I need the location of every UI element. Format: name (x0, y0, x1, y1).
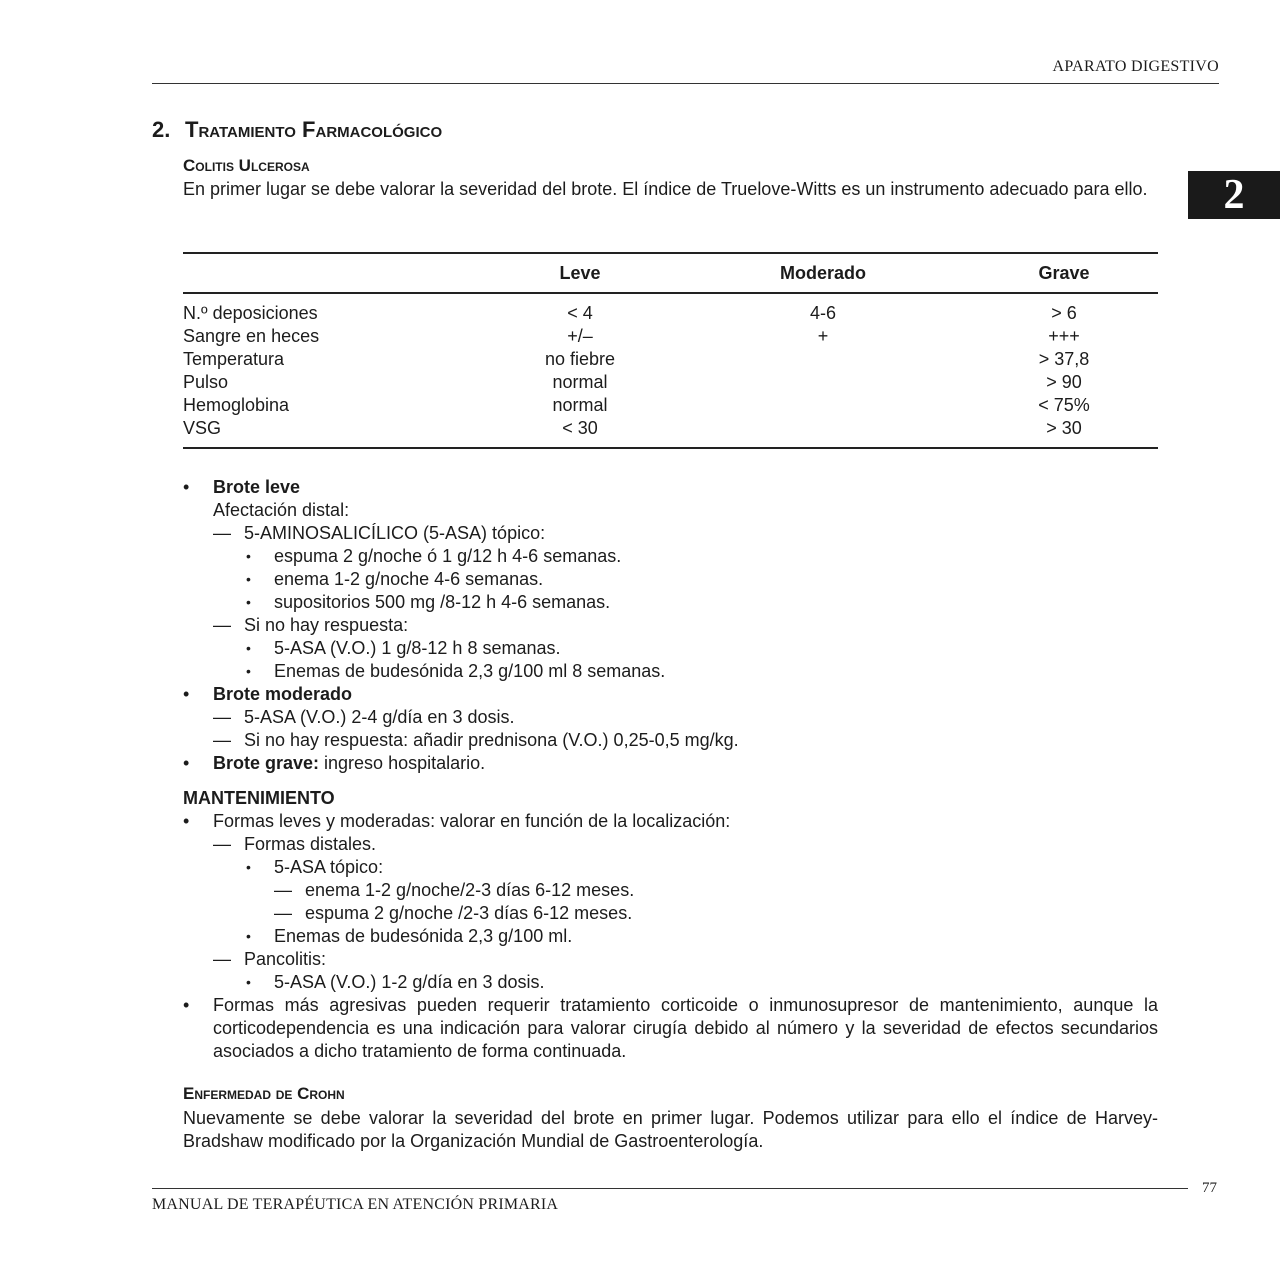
brote-moderado-title: Brote moderado (213, 684, 353, 704)
crohn-heading: Enfermedad de Crohn (183, 1084, 345, 1103)
afectacion-distal: Afectación distal: (213, 500, 350, 520)
row-label: Temperatura (183, 349, 285, 369)
footer-divider (152, 1188, 1188, 1189)
cell-leve: +/– (567, 326, 593, 346)
budesonida-mant: Enemas de budesónida 2,3 g/100 ml. (274, 926, 573, 946)
pancolitis-asa: 5-ASA (V.O.) 1-2 g/día en 3 dosis. (274, 972, 545, 992)
cell-grave: > 90 (1046, 372, 1082, 392)
small-bullet-icon: • (246, 928, 251, 944)
row-label: Hemoglobina (183, 395, 290, 415)
table-row (183, 395, 1158, 418)
dash-icon: — (213, 523, 231, 543)
bullet-icon: • (183, 753, 190, 773)
table-row (183, 303, 1158, 326)
running-header: APARATO DIGESTIVO (1052, 58, 1219, 75)
asa-vo-item: 5-ASA (V.O.) 1 g/8-12 h 8 semanas. (274, 638, 561, 658)
bullet-icon: • (183, 995, 190, 1015)
dash-icon: — (274, 903, 292, 923)
table-row (183, 326, 1158, 349)
dash-icon: — (213, 707, 231, 727)
small-bullet-icon: • (246, 548, 251, 564)
brote-grave-title: Brote grave: (213, 753, 320, 773)
brote-grave (213, 752, 485, 775)
table-bottom-rule (183, 447, 1158, 449)
brote-leve-title: Brote leve (213, 477, 301, 497)
dash-icon: — (213, 949, 231, 969)
dash-icon: — (213, 615, 231, 635)
small-bullet-icon: • (246, 640, 251, 656)
cell-leve: no fiebre (544, 349, 616, 369)
colitis-heading: Colitis Ulcerosa (183, 156, 310, 175)
row-label: N.º deposiciones (183, 303, 318, 323)
asa-topico-mant: 5-ASA tópico: (274, 857, 384, 877)
row-label: VSG (183, 418, 222, 438)
small-bullet-icon: • (246, 974, 251, 990)
table-header-grave: Grave (1038, 263, 1090, 283)
no-respuesta: Si no hay respuesta: (244, 615, 409, 635)
moderado-item-1: 5-ASA (V.O.) 2-4 g/día en 3 dosis. (244, 707, 515, 727)
formas-agresivas: Formas más agresivas pueden requerir tratamiento corticoide o inmunosupresor de mantenimiento, aunque la corticodependencia es una indicación para valorar cirugía debido al número y la severidad de efectos secundarios asociados a dicho tratamiento de forma continuada. (213, 995, 1158, 1061)
table-row (183, 418, 1158, 441)
page-number: 77 (1202, 1180, 1217, 1196)
truelove-witts-table (183, 252, 1158, 449)
cell-grave: > 37,8 (1038, 349, 1090, 369)
enema-item: enema 1-2 g/noche 4-6 semanas. (274, 569, 544, 589)
table-header-leve: Leve (559, 263, 601, 283)
cell-leve: < 4 (567, 303, 593, 323)
cell-grave: < 75% (1038, 395, 1090, 415)
chapter-tab: 2 (1188, 171, 1280, 219)
row-label: Sangre en heces (183, 326, 320, 346)
formas-distales: Formas distales. (244, 834, 377, 854)
small-bullet-icon: • (246, 571, 251, 587)
brote-grave-text: ingreso hospitalario. (319, 753, 486, 773)
cell-leve: normal (552, 372, 608, 392)
small-bullet-icon: • (246, 594, 251, 610)
section-number: 2. (152, 117, 171, 142)
formas-leves: Formas leves y moderadas: valorar en función de la localización: (213, 811, 731, 831)
moderado-item-2: Si no hay respuesta: añadir prednisona (V.O.) 0,25-0,5 mg/kg. (244, 730, 739, 750)
mantenimiento-title: MANTENIMIENTO (183, 788, 335, 808)
section-title-text: Tratamiento Farmacológico (185, 117, 443, 142)
cell-grave: +++ (1048, 326, 1080, 346)
supositorios-item: supositorios 500 mg /8-12 h 4-6 semanas. (274, 592, 611, 612)
cell-leve: normal (552, 395, 608, 415)
crohn-text: Nuevamente se debe valorar la severidad del brote en primer lugar. Podemos utilizar para ello el índice de Harvey-Bradshaw modificado por la Organización Mundial de Gastroenterología. (183, 1108, 1158, 1151)
table-header-row (183, 254, 1158, 292)
dash-icon: — (213, 834, 231, 854)
espuma-item: espuma 2 g/noche ó 1 g/12 h 4-6 semanas. (274, 546, 622, 566)
header-divider (152, 83, 1219, 84)
cell-grave: > 30 (1046, 418, 1082, 438)
running-footer: MANUAL DE TERAPÉUTICA EN ATENCIÓN PRIMARIA (152, 1196, 559, 1213)
cell-moderado: + (817, 326, 829, 346)
table-header-moderado: Moderado (779, 263, 867, 283)
dash-icon: — (213, 730, 231, 750)
bullet-icon: • (183, 811, 190, 831)
small-bullet-icon: • (246, 663, 251, 679)
pancolitis: Pancolitis: (244, 949, 327, 969)
enema-mant: enema 1-2 g/noche/2-3 días 6-12 meses. (305, 880, 635, 900)
bullet-icon: • (183, 477, 190, 497)
cell-moderado: 4-6 (809, 303, 837, 323)
espuma-mant: espuma 2 g/noche /2-3 días 6-12 meses. (305, 903, 633, 923)
dash-icon: — (274, 880, 292, 900)
budesonida-item: Enemas de budesónida 2,3 g/100 ml 8 semanas. (274, 661, 666, 681)
table-row (183, 349, 1158, 372)
table-row (183, 372, 1158, 395)
asa-topico: 5-AMINOSALICÍLICO (5-ASA) tópico: (244, 523, 546, 543)
small-bullet-icon: • (246, 859, 251, 875)
cell-leve: < 30 (562, 418, 598, 438)
colitis-intro: En primer lugar se debe valorar la severidad del brote. El índice de Truelove-Witts es un instrumento adecuado para ello. (183, 179, 1148, 199)
bullet-icon: • (183, 684, 190, 704)
row-label: Pulso (183, 372, 229, 392)
table-body (183, 294, 1158, 447)
cell-grave: > 6 (1051, 303, 1077, 323)
section-title (152, 117, 442, 143)
